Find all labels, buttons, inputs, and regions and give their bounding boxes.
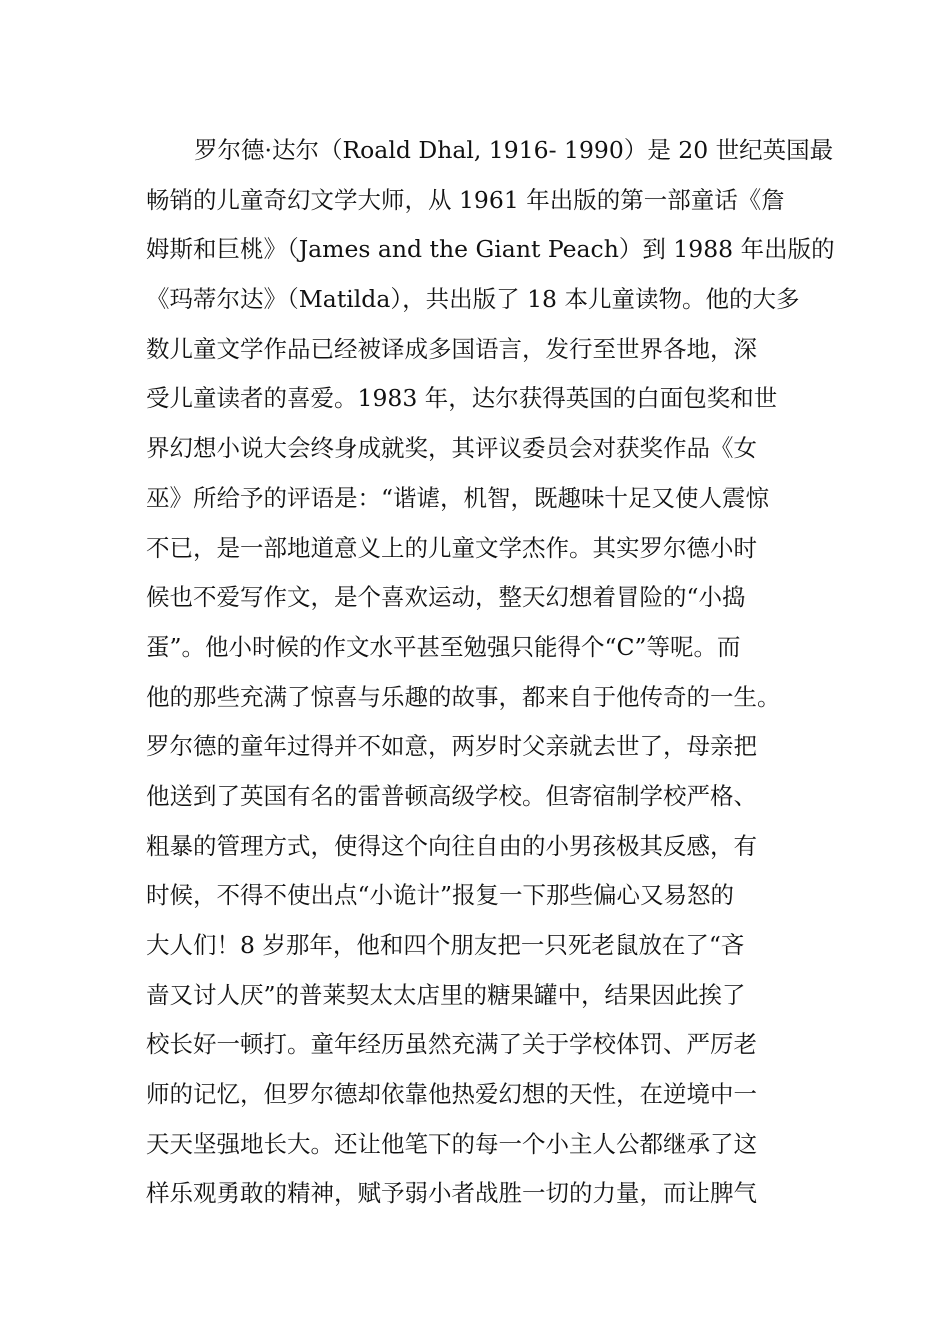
text-line: 时候，不得不使出点“小诡计”报复一下那些偏心又易怒的 xyxy=(146,881,735,910)
text-line: 蛋”。他小时候的作文水平甚至勉强只能得个“C”等呢。而 xyxy=(146,632,741,661)
text-line: 他的那些充满了惊喜与乐趣的故事，都来自于他传奇的一生。 xyxy=(146,682,781,711)
text-line: 不已，是一部地道意义上的儿童文学杰作。其实罗尔德小时 xyxy=(146,533,757,562)
text-line: 大人们！8 岁那年，他和四个朋友把一只死老鼠放在了“吝 xyxy=(146,931,745,959)
text-line: 界幻想小说大会终身成就奖，其评议委员会对获奖作品《女 xyxy=(146,434,757,463)
text-line: 粗暴的管理方式，使得这个向往自由的小男孩极其反感，有 xyxy=(146,831,757,860)
text-line: 畅销的儿童奇幻文学大师，从 1961 年出版的第一部童话《詹 xyxy=(146,185,785,214)
text-line: 《玛蒂尔达》（Matilda），共出版了 18 本儿童读物。他的大多 xyxy=(146,285,800,314)
body-paragraph xyxy=(146,130,835,1223)
text-line: 啬又讨人厌”的普莱契太太店里的糖果罐中，结果因此挨了 xyxy=(146,980,746,1009)
text-line: 样乐观勇敢的精神，赋予弱小者战胜一切的力量，而让脾气 xyxy=(146,1179,757,1208)
text-line: 数儿童文学作品已经被译成多国语言，发行至世界各地，深 xyxy=(146,334,757,363)
text-line: 天天坚强地长大。还让他笔下的每一个小主人公都继承了这 xyxy=(146,1129,757,1158)
text-line: 受儿童读者的喜爱。1983 年，达尔获得英国的白面包奖和世 xyxy=(146,384,778,413)
text-line: 巫》所给予的评语是：“谐谑，机智，既趣味十足又使人震惊 xyxy=(146,483,770,512)
text-line: 校长好一顿打。童年经历虽然充满了关于学校体罚、严厉老 xyxy=(146,1030,757,1059)
text-line: 他送到了英国有名的雷普顿高级学校。但寄宿制学校严格、 xyxy=(146,781,757,810)
text-line: 候也不爱写作文，是个喜欢运动，整天幻想着冒险的“小捣 xyxy=(146,583,746,612)
text-line: 罗尔德·达尔（Roald Dhal, 1916- 1990）是 20 世纪英国最 xyxy=(194,136,834,164)
text-line: 罗尔德的童年过得并不如意，两岁时父亲就去世了，母亲把 xyxy=(146,732,757,761)
text-line: 师的记忆，但罗尔德却依靠他热爱幻想的天性，在逆境中一 xyxy=(146,1080,757,1109)
text-line: 姆斯和巨桃》（James and the Giant Peach）到 1988 年出版的 xyxy=(146,235,835,264)
